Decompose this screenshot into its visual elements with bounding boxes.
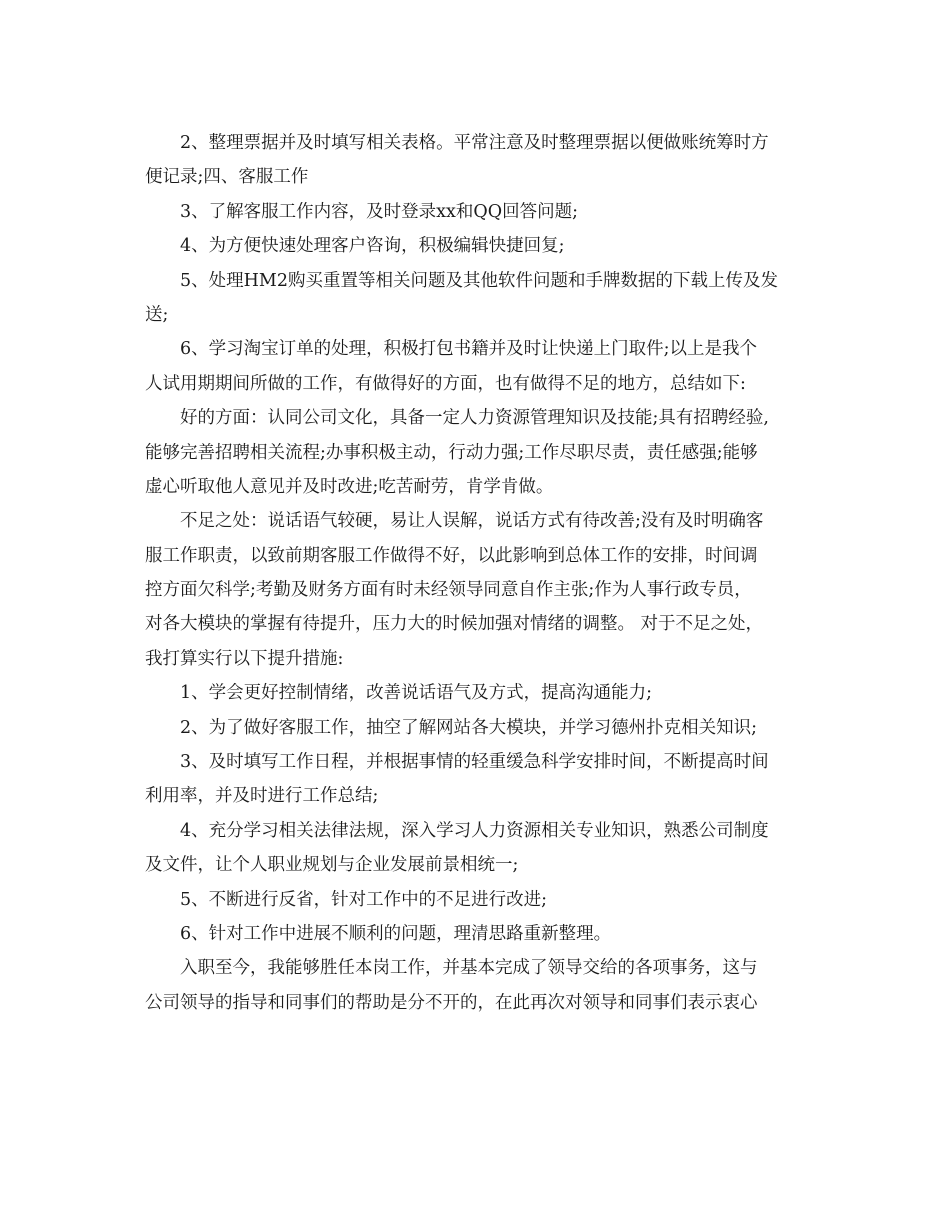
text-line: 3、及时填写工作日程，并根据事情的轻重缓急科学安排时间，不断提高时间 <box>180 752 769 773</box>
text-line: 5、处理HM2购买重置等相关问题及其他软件问题和手牌数据的下载上传及发 <box>180 270 778 291</box>
text-line: 6、学习淘宝订单的处理，积极打包书籍并及时让快递上门取件;以上是我个 <box>180 339 758 360</box>
text-line: 入职至今，我能够胜任本岗工作，并基本完成了领导交给的各项事务，这与 <box>180 958 758 979</box>
text-line: 及文件，让个人职业规划与企业发展前景相统一; <box>145 855 519 876</box>
text-line: 好的方面：认同公司文化，具备一定人力资源管理知识及技能;具有招聘经验, <box>180 408 769 429</box>
text-line: 1、学会更好控制情绪，改善说话语气及方式，提高沟通能力; <box>180 683 653 704</box>
text-line: 2、为了做好客服工作，抽空了解网站各大模块，并学习德州扑克相关知识; <box>180 717 758 738</box>
text-line: 服工作职责，以致前期客服工作做得不好，以此影响到总体工作的安排，时间调 <box>145 545 758 566</box>
text-line: 便记录;四、客服工作 <box>145 167 309 188</box>
text-line: 5、不断进行反省，针对工作中的不足进行改进; <box>180 889 548 910</box>
text-line: 控方面欠科学;考勤及财务方面有时未经领导同意自作主张;作为人事行政专员， <box>145 580 752 601</box>
text-line: 2、整理票据并及时填写相关表格。平常注意及时整理票据以便做账统筹时方 <box>180 133 769 153</box>
text-line: 能够完善招聘相关流程;办事积极主动，行动力强;工作尽职尽责，责任感强;能够 <box>145 442 758 463</box>
text-line: 4、充分学习相关法律法规，深入学习人力资源相关专业知识，熟悉公司制度 <box>180 820 769 841</box>
text-line: 3、了解客服工作内容，及时登录xx和QQ回答问题; <box>180 201 578 222</box>
text-line: 利用率，并及时进行工作总结; <box>145 786 379 807</box>
text-line: 我打算实行以下提升措施: <box>145 648 344 669</box>
text-line: 人试用期期间所做的工作，有做得好的方面，也有做得不足的地方，总结如下: <box>145 373 746 394</box>
text-line: 不足之处：说话语气较硬，易让人误解，说话方式有待改善;没有及时明确客 <box>180 511 764 532</box>
text-line: 送; <box>145 304 169 325</box>
text-line: 虚心听取他人意见并及时改进;吃苦耐劳，肯学肯做。 <box>145 476 554 497</box>
text-line: 对各大模块的掌握有待提升，压力大的时候加强对情绪的调整。 对于不足之处， <box>145 614 764 635</box>
text-line: 6、针对工作中进展不顺利的问题，理清思路重新整理。 <box>180 923 612 944</box>
document-body <box>145 126 815 1020</box>
text-line: 公司领导的指导和同事们的帮助是分不开的，在此再次对领导和同事们表示衷心 <box>145 992 758 1013</box>
text-line: 4、为方便快速处理客户咨询，积极编辑快捷回复; <box>180 236 565 257</box>
